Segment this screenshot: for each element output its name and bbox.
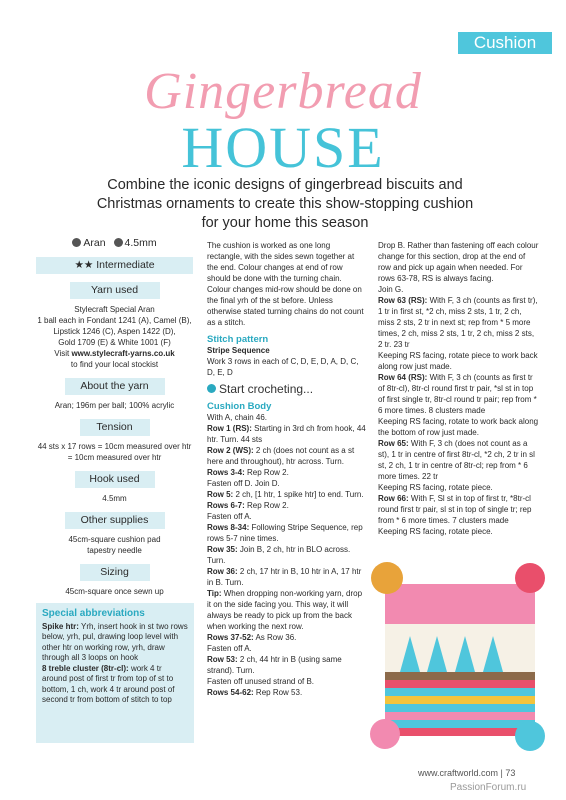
instruction-row: Keeping RS facing, rotate piece. bbox=[378, 527, 493, 536]
level-pill: ★★ Intermediate bbox=[36, 257, 193, 274]
special-abbreviations-box bbox=[36, 603, 194, 743]
hook-size: 4.5mm bbox=[114, 238, 157, 249]
page-footer: www.craftworld.com | 73 bbox=[418, 768, 516, 778]
instruction-row: Fasten off D. Join D. bbox=[207, 479, 280, 488]
instruction-row: Row 53: 2 ch, 44 htr in B (using same strand). Turn. bbox=[207, 655, 342, 675]
instruction-row: Keeping RS facing, rotate to work back along the bottom of row just made. bbox=[378, 417, 539, 437]
pom-pom bbox=[515, 721, 545, 751]
spike-htr-def: Spike htr: Yrh, insert hook in st two rows below, yrh, pul, drawing loop level with other htr on working row, yrh, draw through all 3 loops on hook bbox=[42, 621, 188, 662]
instruction-row: Fasten off A. bbox=[207, 644, 252, 653]
yarn-line-1: Stylecraft Special Aran bbox=[74, 305, 155, 314]
cushion-body-heading: Cushion Body bbox=[207, 401, 272, 412]
tension-heading: Tension bbox=[80, 419, 150, 436]
yarn-visit: Visit www.stylecraft-yarns.co.uk bbox=[54, 349, 175, 358]
cluster-def: 8 treble cluster (8tr-cl): work 4 tr around post of first tr from top of st to bottom, 1 ch, work 4 tr around post of second tr from bottom of stitch to top bbox=[42, 663, 175, 704]
sizing-text: 45cm-square once sewn up bbox=[65, 587, 164, 596]
yarn-line-3: Lipstick 1246 (C), Aspen 1422 (D), bbox=[53, 327, 176, 336]
intro-text: Combine the iconic designs of gingerbread biscuits and Christmas ornaments to create this show-stopping cushion for your home this season bbox=[96, 177, 474, 231]
instruction-row: Fasten off unused strand of B. bbox=[207, 677, 315, 686]
pom-pom bbox=[515, 563, 545, 593]
info-column bbox=[36, 238, 193, 597]
about-text: Aran; 196m per ball; 100% acrylic bbox=[54, 401, 175, 410]
instruction-row: Rows 6-7: Rep Row 2. bbox=[207, 501, 289, 510]
yarn-line-2: 1 ball each in Fondant 1241 (A), Camel (B), bbox=[37, 316, 192, 325]
instruction-row: Row 5: 2 ch, [1 htr, 1 spike htr] to end. Turn. bbox=[207, 490, 364, 499]
stylecraft-link[interactable]: www.stylecraft-yarns.co.uk bbox=[71, 349, 175, 358]
title-house: HOUSE bbox=[181, 115, 385, 180]
cushion-body bbox=[385, 584, 535, 736]
pattern-column-2 bbox=[378, 240, 540, 537]
instruction-row: Drop B. Rather than fastening off each colour change for this section, drop at the end of row and pick up again when needed. For rows 63-78, RS is always facing. bbox=[378, 241, 539, 283]
instruction-row: Row 35: Join B, 2 ch, htr in BLO across. Turn. bbox=[207, 545, 351, 565]
instruction-row: Rows 8-34: Following Stripe Sequence, rep rows 5-7 nine times. bbox=[207, 523, 363, 543]
instruction-row: Rows 37-52: As Row 36. bbox=[207, 633, 297, 642]
hook-icon bbox=[114, 238, 123, 247]
yarn-line-4: Gold 1709 (E) & White 1001 (F) bbox=[58, 338, 171, 347]
instruction-row: Row 36: 2 ch, 17 htr in B, 10 htr in A, 17 htr in B. Turn. bbox=[207, 567, 362, 587]
abbreviations-heading: Special abbreviations bbox=[42, 608, 145, 619]
section-tag: Cushion bbox=[458, 32, 552, 54]
yarn-hook-row bbox=[36, 238, 193, 249]
instruction-row: Row 2 (WS): 2 ch (does not count as a st here and throughout), htr across. Turn. bbox=[207, 446, 355, 466]
row-list bbox=[207, 423, 367, 698]
pom-pom bbox=[370, 719, 400, 749]
yarn-ball-icon bbox=[207, 384, 216, 393]
yarn-ball-icon bbox=[72, 238, 81, 247]
stars-icon: ★★ bbox=[74, 259, 94, 271]
title-gingerbread: Gingerbread bbox=[144, 63, 422, 120]
instruction-row: Rows 54-62: Rep Row 53. bbox=[207, 688, 303, 697]
body-start: With A, chain 46. bbox=[207, 413, 268, 422]
stripe-sequence-title: Stripe Sequence bbox=[207, 346, 270, 355]
pattern-column-1 bbox=[207, 240, 367, 698]
other-supplies-heading: Other supplies bbox=[65, 512, 165, 529]
instruction-row: Tip: When dropping non-working yarn, drop it on the side facing you. This way, it will always be ready to pick up from the back when working the next row. bbox=[207, 589, 363, 631]
other-line-2: tapestry needle bbox=[87, 546, 142, 555]
hook-used-heading: Hook used bbox=[75, 471, 155, 488]
instruction-row: Keeping RS facing, rotate piece. bbox=[378, 483, 493, 492]
instruction-row: Row 1 (RS): Starting in 3rd ch from hook, 44 htr. Turn. 44 sts bbox=[207, 424, 366, 444]
instruction-row: Row 63 (RS): With F, 3 ch (counts as first tr), 1 tr in first st, *2 ch, miss 2 sts, 1 tr, 2 ch, miss 2 sts, 2 tr in next st; rep from * 5 more times, 2 ch, miss 2 sts, 1 tr, 2 ch, miss 2 sts, 2 tr. 23 tr bbox=[378, 296, 538, 349]
start-crocheting: Start crocheting... bbox=[207, 384, 367, 395]
instruction-row: Fasten off A. bbox=[207, 512, 252, 521]
about-heading: About the yarn bbox=[65, 378, 165, 395]
yarn-used-heading: Yarn used bbox=[70, 282, 160, 299]
instruction-row: Keeping RS facing, rotate piece to work back along row just made. bbox=[378, 351, 538, 371]
cushion-photo bbox=[365, 556, 550, 756]
instruction-row: Row 66: With F, Sl st in top of first tr, *8tr-cl round first tr pair, sl st in top of single tr; rep from * 6 more times. 7 clusters made bbox=[378, 494, 532, 525]
instruction-row: Row 65: With F, 3 ch (does not count as a st), 1 tr in centre of first 8tr-cl, *2 ch, 2 tr in sl st, 2 ch, 1 tr in centre of 8tr-cl; rep from * 6 more times. 22 tr bbox=[378, 439, 535, 481]
watermark: PassionForum.ru bbox=[450, 782, 527, 793]
instruction-row: Row 64 (RS): With F, 3 ch (counts as first tr of 8tr-cl), 8tr-cl round first tr pair, *sl st in top of first single tr, 8tr-cl round tr pair; rep from * 6 more times. 8 clusters made bbox=[378, 373, 537, 415]
pom-pom bbox=[371, 562, 403, 594]
sizing-heading: Sizing bbox=[80, 564, 150, 581]
stitch-pattern-heading: Stitch pattern bbox=[207, 334, 269, 345]
instruction-row: Join G. bbox=[378, 285, 404, 294]
other-line-1: 45cm-square cushion pad bbox=[68, 535, 161, 544]
pattern-intro: The cushion is worked as one long rectangle, with the sides sewn together at the end. Colour changes at end of row should be done with the turning chain. Colour changes mid-row should be done on the final yrh of the st before. Unless otherwise stated turning chains do not count as a stitch. bbox=[207, 241, 364, 327]
row-list bbox=[378, 240, 540, 537]
hook-used-text: 4.5mm bbox=[102, 494, 127, 503]
instruction-row: Rows 3-4: Rep Row 2. bbox=[207, 468, 289, 477]
yarn-stockist: to find your local stockist bbox=[70, 360, 159, 369]
yarn-weight: Aran bbox=[72, 238, 105, 249]
stripe-sequence-text: Work 3 rows in each of C, D, E, D, A, D, C, D, E, D bbox=[207, 357, 359, 377]
tension-text: 44 sts x 17 rows = 10cm measured over htr = 10cm measured over htr bbox=[37, 442, 192, 462]
